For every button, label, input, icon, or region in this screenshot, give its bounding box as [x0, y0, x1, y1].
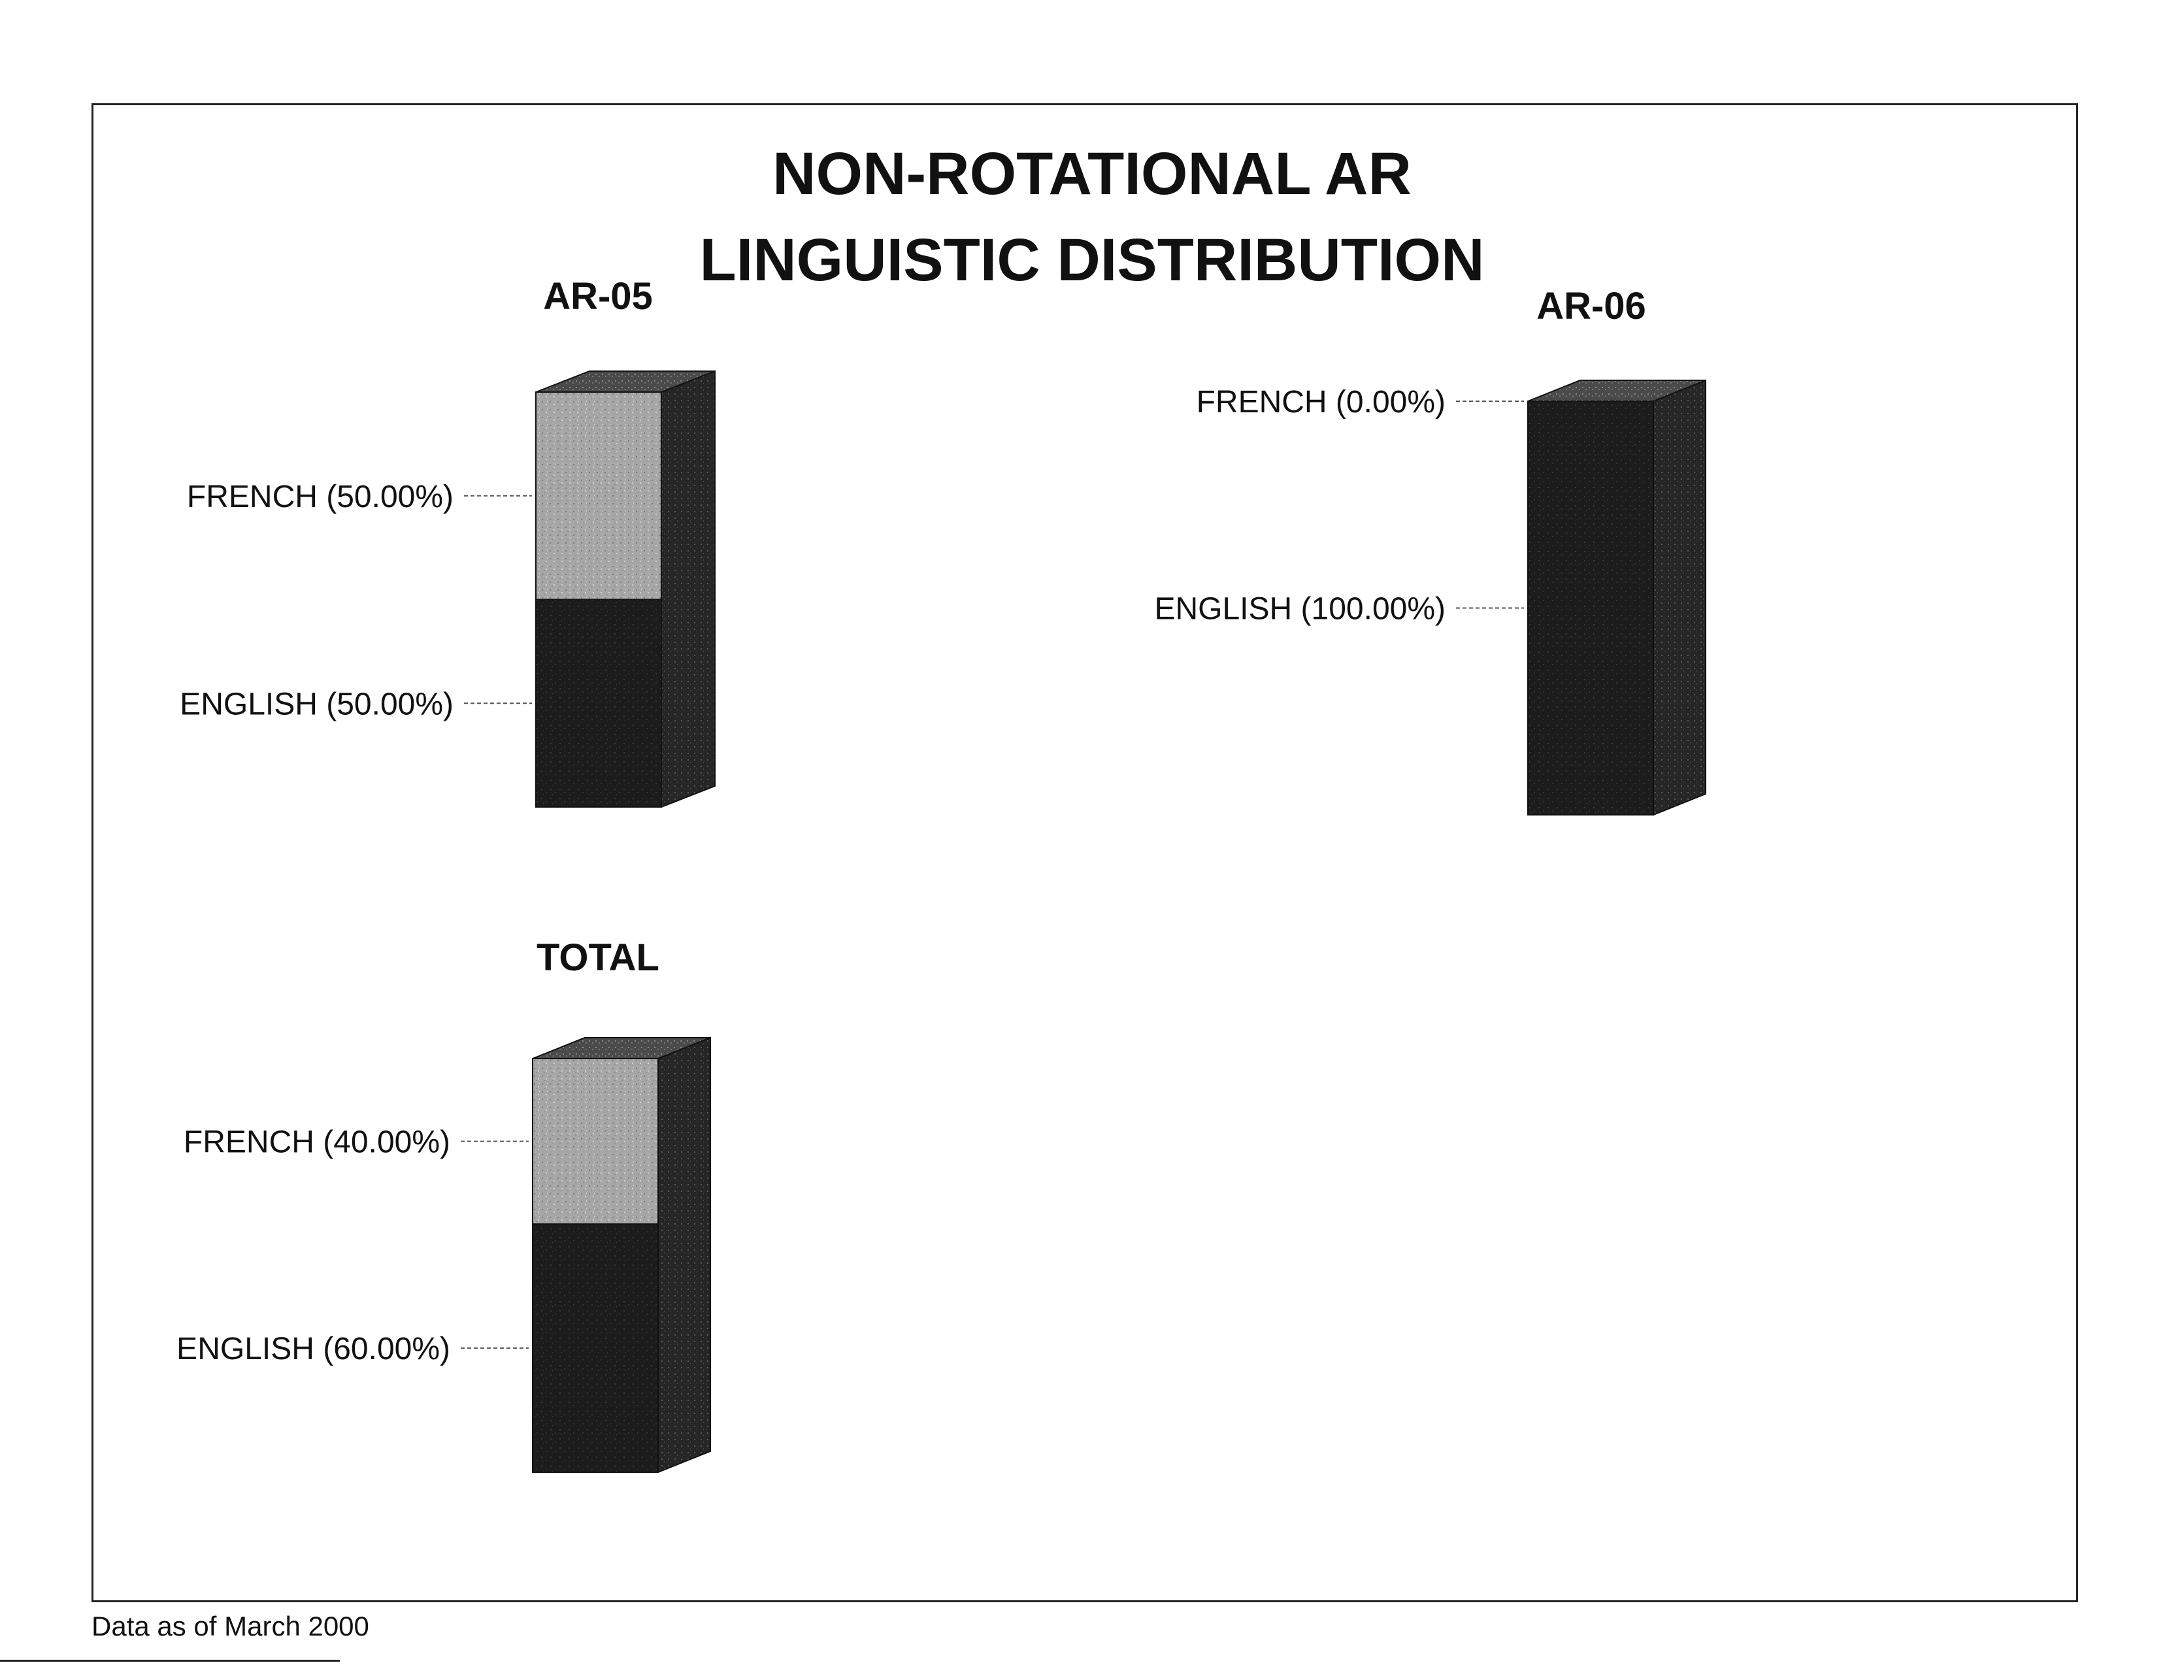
- panel-title-total: TOTAL: [537, 936, 659, 979]
- title-line-2: LINGUISTIC DISTRIBUTION: [699, 227, 1485, 293]
- segment-label-english: ENGLISH (100.00%): [1154, 591, 1446, 627]
- bar-segment-english: [536, 600, 661, 808]
- bar-segment-french: [533, 1059, 658, 1224]
- bar-segment-french: [536, 392, 661, 600]
- bar-side-face: [658, 1038, 710, 1472]
- segment-label-english: ENGLISH (50.00%): [180, 687, 454, 722]
- panel-title-ar-06: AR-06: [1536, 285, 1646, 327]
- bar-side-face: [1653, 380, 1706, 815]
- corner-mark: [0, 1660, 340, 1666]
- bar-segment-english: [1528, 401, 1653, 815]
- panel-title-ar-05: AR-05: [543, 275, 653, 318]
- segment-label-french: FRENCH (0.00%): [1196, 385, 1446, 420]
- title-line-1: NON-ROTATIONAL AR: [772, 140, 1412, 207]
- bar-side-face: [661, 371, 715, 807]
- bar-segment-english: [533, 1224, 658, 1472]
- segment-label-english: ENGLISH (60.00%): [176, 1332, 450, 1367]
- bar-group-total: [176, 1038, 710, 1472]
- bar-group-ar-06: [1154, 380, 1706, 815]
- segment-label-french: FRENCH (40.00%): [183, 1125, 450, 1160]
- footnote: Data as of March 2000: [91, 1611, 369, 1641]
- bar-group-ar-05: [180, 371, 715, 807]
- segment-label-french: FRENCH (50.00%): [186, 479, 454, 514]
